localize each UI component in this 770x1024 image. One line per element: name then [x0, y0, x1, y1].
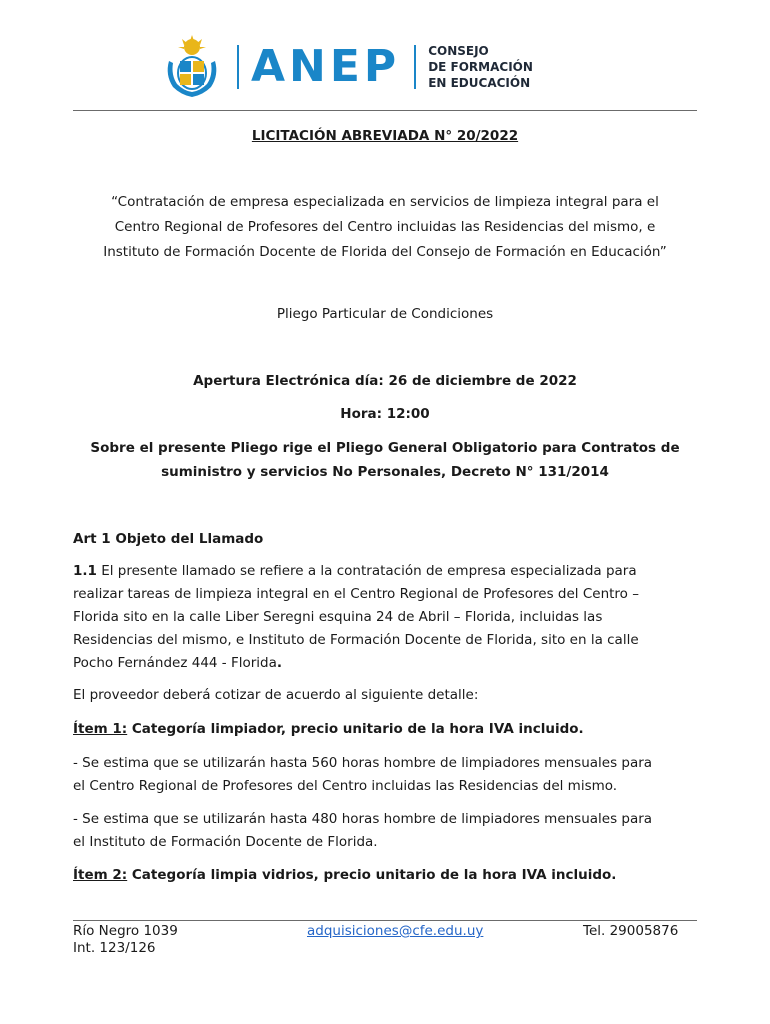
- item-text: Categoría limpia vidrios, precio unitario de la hora IVA incluido.: [127, 867, 617, 883]
- note-line: Sobre el presente Pliego rige el Pliego General Obligatorio para Contratos de: [90, 440, 680, 456]
- paragraph-text: Pocho Fernández 444 - Florida: [73, 655, 277, 671]
- tender-subject: [73, 190, 697, 265]
- address-line: Río Negro 1039: [73, 923, 178, 939]
- subject-line: Instituto de Formación Docente de Florida del Consejo de Formación en Educación”: [103, 244, 667, 260]
- opening-time: Hora: 12:00: [340, 406, 430, 422]
- council-name: [428, 43, 533, 91]
- logo-divider: [237, 45, 239, 89]
- footer-rule: [73, 920, 697, 921]
- council-line: CONSEJO: [428, 44, 489, 58]
- paragraph-line: realizar tareas de limpieza integral en el Centro Regional de Profesores del Centro –: [73, 586, 639, 602]
- article-heading: Art 1 Objeto del Llamado: [73, 531, 264, 547]
- document-title: LICITACIÓN ABREVIADA N° 20/2022: [251, 128, 519, 144]
- quote-instruction: El proveedor deberá cotizar de acuerdo al siguiente detalle:: [73, 687, 479, 703]
- logo-divider: [414, 45, 416, 89]
- estimate-line: el Centro Regional de Profesores del Centro incluidas las Residencias del mismo.: [73, 778, 618, 794]
- estimate-line: - Se estima que se utilizarán hasta 560 horas hombre de limpiadores mensuales para: [73, 755, 653, 771]
- paragraph-text: El presente llamado se refiere a la contratación de empresa especializada para: [96, 563, 637, 579]
- header-logo: [163, 34, 533, 100]
- paragraph-line: Residencias del mismo, e Instituto de Formación Docente de Florida, sito en la calle: [73, 632, 639, 648]
- estimate-line: el Instituto de Formación Docente de Florida.: [73, 834, 378, 850]
- item-2: [73, 864, 697, 887]
- item-1: [73, 718, 697, 741]
- paragraph-line: [73, 652, 697, 675]
- paragraph-line: [73, 560, 697, 583]
- opening-date: Apertura Electrónica día: 26 de diciembre de 2022: [193, 373, 577, 389]
- note-line: suministro y servicios No Personales, Decreto N° 131/2014: [161, 464, 609, 480]
- footer-email-link[interactable]: adquisiciones@cfe.edu.uy: [307, 923, 484, 939]
- estimate-1: [73, 752, 697, 798]
- subject-line: “Contratación de empresa especializada en servicios de limpieza integral para el: [111, 194, 659, 210]
- footer-address: [73, 923, 178, 957]
- uruguay-coat-of-arms-icon: [163, 35, 221, 99]
- subject-line: Centro Regional de Profesores del Centro incluidas las Residencias del mismo, e: [114, 219, 656, 235]
- paragraph-end: .: [276, 655, 283, 671]
- council-line: EN EDUCACIÓN: [428, 76, 531, 90]
- paragraph-number: 1.1: [73, 563, 97, 579]
- header-rule: [73, 110, 697, 111]
- general-conditions-note: [73, 436, 697, 484]
- address-line: Int. 123/126: [73, 940, 156, 956]
- item-text: Categoría limpiador, precio unitario de la hora IVA incluido.: [127, 721, 584, 737]
- paragraph-1-1: [73, 560, 697, 675]
- brand-name: ANEP: [251, 41, 401, 92]
- item-label: Ítem 1:: [73, 721, 128, 737]
- estimate-2: [73, 808, 697, 854]
- pliego-heading: Pliego Particular de Condiciones: [276, 306, 494, 322]
- item-label: Ítem 2:: [73, 867, 128, 883]
- paragraph-line: Florida sito en la calle Liber Seregni esquina 24 de Abril – Florida, incluidas las: [73, 609, 603, 625]
- footer-phone: Tel. 29005876: [583, 923, 679, 939]
- council-line: DE FORMACIÓN: [428, 60, 533, 74]
- estimate-line: - Se estima que se utilizarán hasta 480 horas hombre de limpiadores mensuales para: [73, 811, 653, 827]
